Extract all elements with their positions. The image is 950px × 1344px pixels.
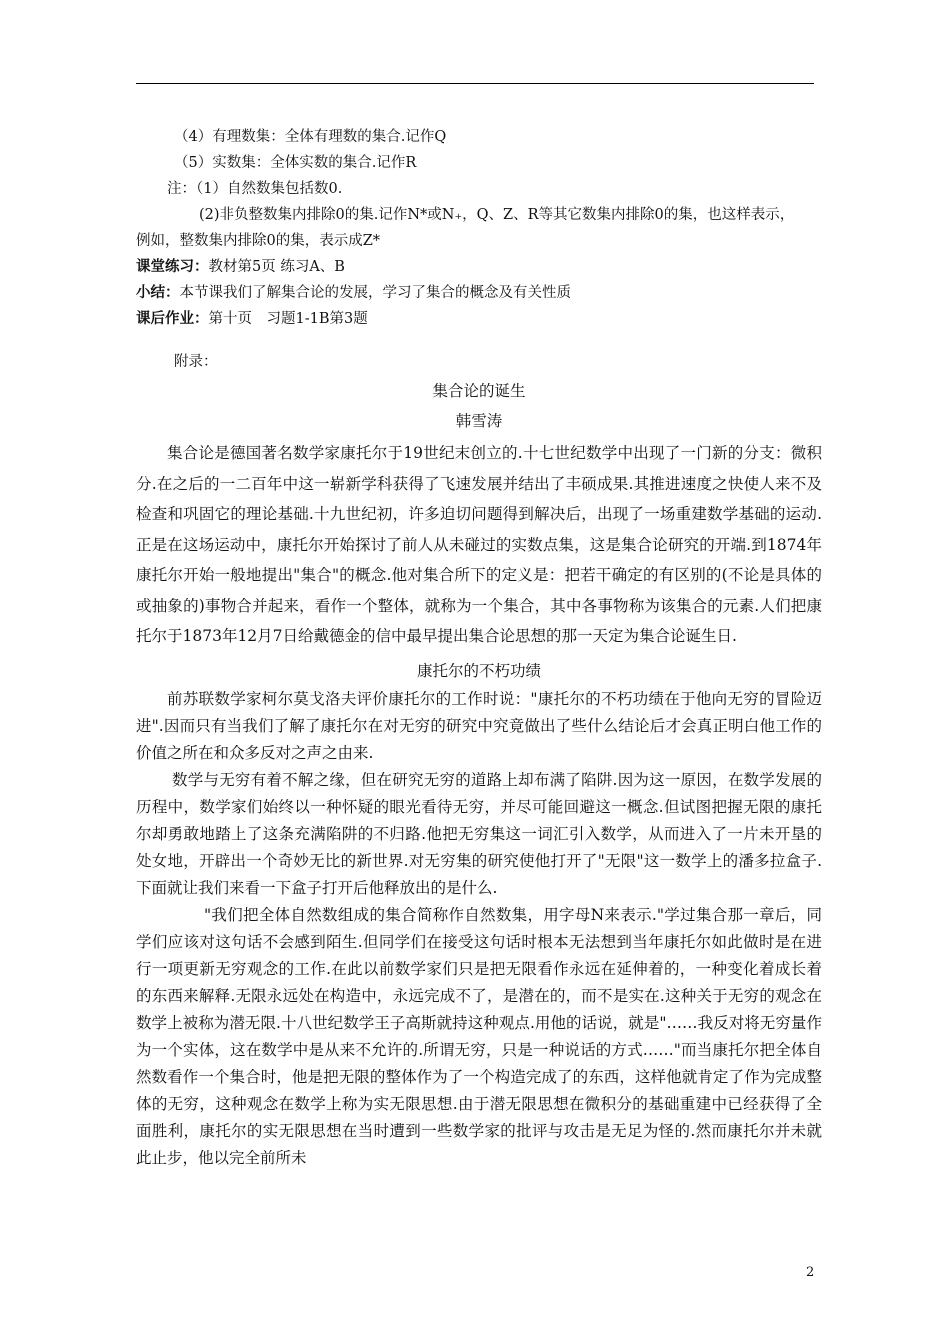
- summary-line: [136, 280, 822, 306]
- section-title-contribution: 康托尔的不朽功绩: [416, 661, 541, 680]
- homework-label: 课后作业：: [136, 310, 209, 327]
- summary-text: 本节课我们了解集合论的发展，学习了集合的概念及有关性质: [179, 285, 571, 301]
- paragraph-birth: 集合论是德国著名数学家康托尔于19世纪末创立的.十七世纪数学中出现了一门新的分支：微积分.在之后的一二百年中这一崭新学科获得了飞速发展并结出了丰硕成果.其推进速度之快使人来不及检查和巩固它的理论基础.十九世纪初，许多迫切问题得到解决后，出现了一场重建数学基础的运动.正是在这场运动中，康托尔开始探讨了前人从未碰过的实数点集，这是集合论研究的开端.到1874年康托尔开始一般地提出"集合"的概念.他对集合所下的定义是：把若干确定的有区别的(不论是具体的或抽象的)事物合并起来，看作一个整体，就称为一个集合，其中各事物称为该集合的元素.人们把康托尔于1873年12月7日给戴德金的信中最早提出集合论思想的那一天定为集合论诞生日.: [136, 444, 822, 645]
- note-line-2: (2)非负整数集内排除0的集.记作N*或N₊，Q、Z、R等其它数集内排除0的集，也这样表示，: [199, 207, 795, 223]
- note-line-1: 注：（1）自然数集包括数0.: [167, 181, 343, 197]
- practice-line: [136, 254, 822, 280]
- page-number: 2: [806, 1265, 815, 1280]
- paragraph-kolmogorov: 前苏联数学家柯尔莫戈洛夫评价康托尔的工作时说："康托尔的不朽功绩在于他向无穷的冒险迈进".因而只有当我们了解了康托尔在对无穷的研究中究竟做出了些什么结论后才会真正明白他工作的价值之所在和众多反对之声之由来.: [136, 689, 822, 762]
- paragraph-natural-numbers: "我们把全体自然数组成的集合简称作自然数集，用字母N来表示."学过集合那一章后，同学们应该对这句话不会感到陌生.但同学们在接受这句话时根本无法想到当年康托尔如此做时是在进行一项更新无穷观念的工作.在此以前数学家们只是把无限看作永远在延伸着的，一种变化着成长着的东西来解释.无限永远处在构造中，永远完成不了，是潜在的，而不是实在.这种关于无穷的观念在数学上被称为潜无限.十八世纪数学王子高斯就持这种观点.用他的话说，就是"……我反对将无穷量作为一个实体，这在数学中是从来不允许的.所谓无穷，只是一种说话的方式……"而当康托尔把全体自然数看作一个集合时，他是把无限的整体作为了一个构造完成了的东西，这样他就肯定了作为完成整体的无穷，这种观念在数学上称为实无限思想.由于潜无限思想在微积分的基础重建中已经获得了全面胜利，康托尔的实无限思想在当时遭到一些数学家的批评与攻击是无足为怪的.然而康托尔并未就此止步，他以完全前所未: [136, 905, 822, 1167]
- appendix-author: 韩雪涛: [455, 412, 503, 430]
- notes-section: [136, 124, 822, 332]
- homework-text: 第十页 习题1-1B第3题: [208, 311, 368, 327]
- real-set-line: （5）实数集：全体实数的集合.记作R: [174, 155, 417, 171]
- homework-line: [136, 306, 822, 332]
- appendix-label: 附录：: [174, 354, 218, 370]
- appendix-title: 集合论的诞生: [432, 382, 526, 400]
- note-line-3: 例如，整数集内排除0的集，表示成Z*: [136, 233, 381, 249]
- summary-label: 小结：: [136, 284, 180, 301]
- practice-label: 课堂练习：: [136, 258, 209, 275]
- rational-set-line: （4）有理数集：全体有理数的集合.记作Q: [174, 129, 447, 145]
- paragraph-infinity: 数学与无穷有着不解之缘，但在研究无穷的道路上却布满了陷阱.因为这一原因，在数学发展的历程中，数学家们始终以一种怀疑的眼光看待无穷，并尽可能回避这一概念.但试图把握无限的康托尔却勇敢地踏上了这条充满陷阱的不归路.他把无穷集这一词汇引入数学，从而进入了一片未开垦的处女地，开辟出一个奇妙无比的新世界.对无穷集的研究使他打开了"无限"这一数学上的潘多拉盒子.下面就让我们来看一下盒子打开后他释放出的是什么.: [136, 770, 822, 897]
- practice-text: 教材第5页 练习A、B: [208, 259, 345, 275]
- header-rule: [136, 83, 814, 84]
- appendix-section: [136, 348, 822, 1172]
